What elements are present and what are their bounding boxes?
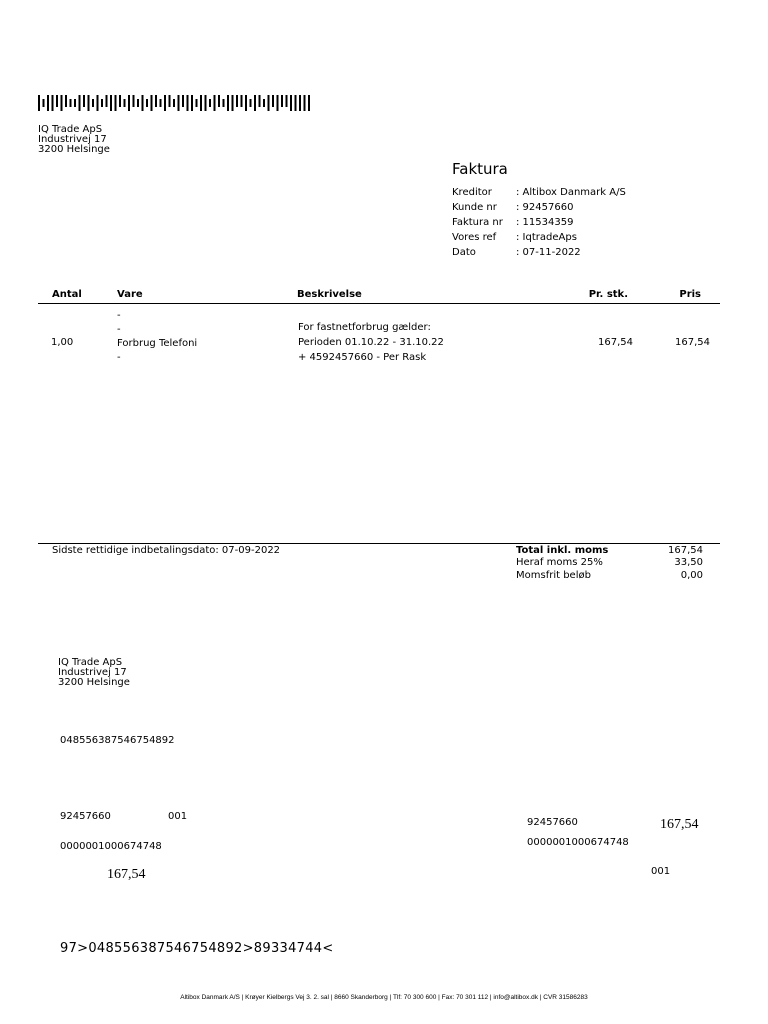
meta-faktura-nr: Faktura nr : 11534359	[452, 217, 574, 228]
col-header-vare: Vare	[117, 289, 143, 300]
col-header-beskrivelse: Beskrivelse	[297, 289, 362, 300]
slip-name: IQ Trade ApS	[58, 657, 123, 668]
col-header-pr-stk: Pr. stk.	[588, 289, 628, 300]
row-vare: - - Forbrug Telefoni -	[117, 310, 198, 363]
meta-dato: Dato : 07-11-2022	[452, 247, 581, 258]
sender-city: 3200 Helsinge	[38, 144, 110, 155]
ocr-line: 97>048556387546754892>89334744<	[60, 941, 334, 956]
vat-free-label: Momsfrit beløb	[516, 570, 591, 581]
slip-city: 3200 Helsinge	[58, 677, 130, 688]
meta-kunde-nr: Kunde nr : 92457660	[452, 202, 574, 213]
total-label: Total inkl. moms	[516, 545, 609, 556]
vat-value: 33,50	[674, 557, 703, 568]
slip-street: Industrivej 17	[58, 667, 127, 678]
slip-right-long-number: 0000001000674748	[527, 837, 629, 848]
sender-street: Industrivej 17	[38, 134, 107, 145]
slip-address	[58, 658, 130, 688]
slip-left-long-number: 0000001000674748	[60, 841, 162, 852]
slip-right-code: 001	[651, 866, 671, 877]
vat-free-value: 0,00	[680, 570, 703, 581]
company-footer: Altibox Danmark A/S | Krøyer Kielbergs Vej 3. 2. sal | 8660 Skanderborg | Tlf: 70 300 600 | Fax: 70 301 112 | info@altibox.dk | CVR 31586283	[180, 994, 588, 1001]
totals-divider	[38, 543, 720, 544]
col-header-pris: Pris	[679, 289, 701, 300]
meta-kreditor: Kreditor : Altibox Danmark A/S	[452, 187, 626, 198]
slip-left-account: 92457660	[60, 811, 111, 822]
vat-label: Heraf moms 25%	[516, 557, 603, 568]
sender-name: IQ Trade ApS	[38, 124, 103, 135]
row-pris: 167,54	[675, 337, 710, 348]
meta-vores-ref: Vores ref : IqtradeAps	[452, 232, 577, 243]
slip-left-amount: 167,54	[107, 867, 146, 882]
postal-barcode	[38, 95, 328, 111]
slip-left-code: 001	[168, 811, 188, 822]
header-divider	[38, 303, 720, 304]
slip-right-account: 92457660	[527, 817, 578, 828]
row-beskrivelse: For fastnetforbrug gælder: Perioden 01.10.22 - 31.10.22 + 4592457660 - Per Rask	[298, 322, 444, 363]
slip-right-amount: 167,54	[660, 817, 699, 832]
row-pr-stk: 167,54	[598, 337, 633, 348]
sender-address	[38, 125, 110, 155]
col-header-antal: Antal	[52, 289, 82, 300]
due-date-text: Sidste rettidige indbetalingsdato: 07-09-2022	[52, 545, 281, 556]
slip-reference-number: 048556387546754892	[60, 735, 175, 746]
row-antal: 1,00	[51, 337, 74, 348]
invoice-title: Faktura	[452, 160, 508, 178]
total-value: 167,54	[668, 545, 703, 556]
